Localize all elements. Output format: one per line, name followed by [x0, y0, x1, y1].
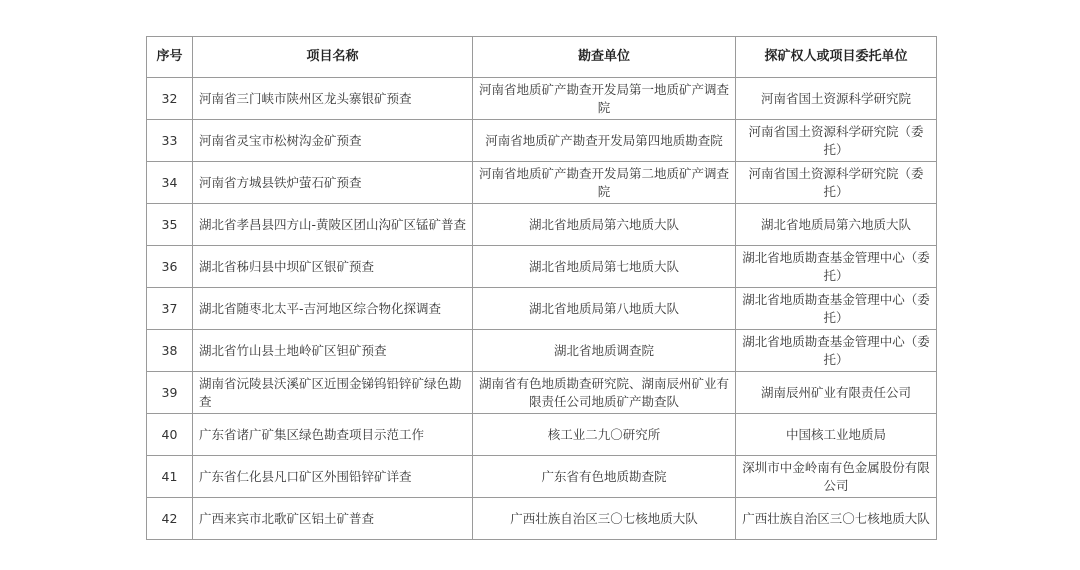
row-project-name: 湖南省沅陵县沃溪矿区近围金锑钨铅锌矿绿色勘查 [193, 372, 473, 414]
row-serial-no: 33 [147, 120, 193, 162]
table-row [147, 78, 937, 120]
row-serial-no: 37 [147, 288, 193, 330]
row-exploration-unit: 湖北省地质局第七地质大队 [473, 246, 736, 288]
row-project-name: 河南省灵宝市松树沟金矿预查 [193, 120, 473, 162]
row-owner-unit: 湖北省地质勘查基金管理中心（委托） [736, 330, 937, 372]
header-exploration-unit: 勘查单位 [473, 37, 736, 78]
row-owner-unit: 中国核工业地质局 [736, 414, 937, 456]
table-row [147, 372, 937, 414]
row-exploration-unit: 湖北省地质局第六地质大队 [473, 204, 736, 246]
table-row [147, 162, 937, 204]
row-exploration-unit: 广东省有色地质勘查院 [473, 456, 736, 498]
row-owner-unit: 湖北省地质勘查基金管理中心（委托） [736, 288, 937, 330]
row-project-name: 广西来宾市北歌矿区铝土矿普查 [193, 498, 473, 540]
row-project-name: 河南省三门峡市陕州区龙头寨银矿预查 [193, 78, 473, 120]
header-project-name: 项目名称 [193, 37, 473, 78]
table-row [147, 204, 937, 246]
table-header [147, 37, 937, 78]
row-owner-unit: 湖北省地质勘查基金管理中心（委托） [736, 246, 937, 288]
header-serial-no: 序号 [147, 37, 193, 78]
row-exploration-unit: 湖北省地质局第八地质大队 [473, 288, 736, 330]
row-project-name: 湖北省竹山县土地岭矿区钽矿预查 [193, 330, 473, 372]
row-owner-unit: 湖南辰州矿业有限责任公司 [736, 372, 937, 414]
row-owner-unit: 深圳市中金岭南有色金属股份有限公司 [736, 456, 937, 498]
row-serial-no: 35 [147, 204, 193, 246]
header-row [147, 37, 937, 78]
row-serial-no: 39 [147, 372, 193, 414]
row-serial-no: 41 [147, 456, 193, 498]
row-project-name: 广东省仁化县凡口矿区外围铅锌矿详查 [193, 456, 473, 498]
row-exploration-unit: 核工业二九〇研究所 [473, 414, 736, 456]
row-serial-no: 42 [147, 498, 193, 540]
row-serial-no: 34 [147, 162, 193, 204]
row-exploration-unit: 广西壮族自治区三〇七核地质大队 [473, 498, 736, 540]
row-project-name: 湖北省孝昌县四方山-黄陂区团山沟矿区锰矿普查 [193, 204, 473, 246]
row-serial-no: 36 [147, 246, 193, 288]
row-serial-no: 32 [147, 78, 193, 120]
table-row [147, 498, 937, 540]
table-body [147, 78, 937, 540]
row-serial-no: 40 [147, 414, 193, 456]
row-owner-unit: 湖北省地质局第六地质大队 [736, 204, 937, 246]
header-owner-unit: 探矿权人或项目委托单位 [736, 37, 937, 78]
row-exploration-unit: 河南省地质矿产勘查开发局第二地质矿产调查院 [473, 162, 736, 204]
row-project-name: 湖北省随枣北太平-吉河地区综合物化探调查 [193, 288, 473, 330]
table-row [147, 246, 937, 288]
row-project-name: 河南省方城县铁炉萤石矿预查 [193, 162, 473, 204]
row-exploration-unit: 湖北省地质调查院 [473, 330, 736, 372]
table-row [147, 330, 937, 372]
exploration-project-table [146, 36, 937, 540]
table-row [147, 120, 937, 162]
row-serial-no: 38 [147, 330, 193, 372]
row-exploration-unit: 河南省地质矿产勘查开发局第一地质矿产调查院 [473, 78, 736, 120]
table-row [147, 456, 937, 498]
row-exploration-unit: 湖南省有色地质勘查研究院、湖南辰州矿业有限责任公司地质矿产勘查队 [473, 372, 736, 414]
row-project-name: 湖北省秭归县中坝矿区银矿预查 [193, 246, 473, 288]
row-owner-unit: 河南省国土资源科学研究院（委托） [736, 162, 937, 204]
table-row [147, 288, 937, 330]
row-project-name: 广东省诸广矿集区绿色勘查项目示范工作 [193, 414, 473, 456]
row-exploration-unit: 河南省地质矿产勘查开发局第四地质勘查院 [473, 120, 736, 162]
row-owner-unit: 河南省国土资源科学研究院 [736, 78, 937, 120]
row-owner-unit: 广西壮族自治区三〇七核地质大队 [736, 498, 937, 540]
table-row [147, 414, 937, 456]
row-owner-unit: 河南省国土资源科学研究院（委托） [736, 120, 937, 162]
